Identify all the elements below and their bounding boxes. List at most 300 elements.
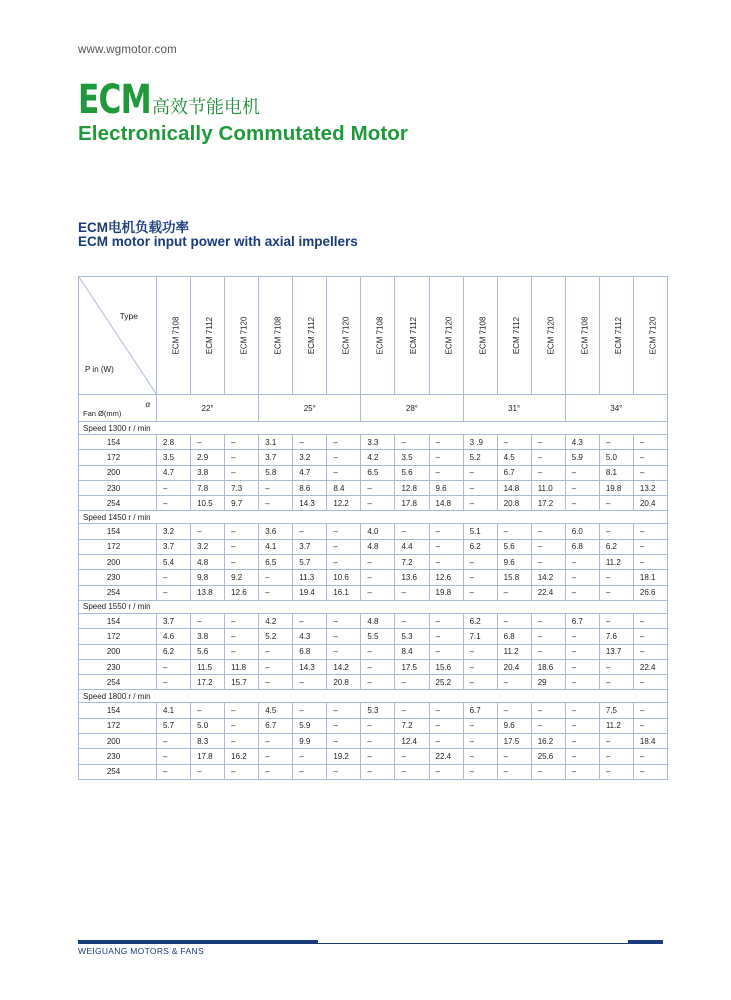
value-cell: – xyxy=(565,644,599,659)
value-cell: – xyxy=(463,480,497,495)
value-cell: – xyxy=(599,435,633,450)
table-row xyxy=(79,749,668,764)
value-cell: – xyxy=(531,465,565,480)
value-cell: – xyxy=(531,703,565,718)
value-cell: 17.8 xyxy=(191,749,225,764)
voltage-cell: 154 xyxy=(79,524,157,539)
value-cell: 17.5 xyxy=(395,659,429,674)
value-cell: 25.6 xyxy=(531,749,565,764)
value-cell: 4.5 xyxy=(259,703,293,718)
table-row xyxy=(79,613,668,628)
value-cell: – xyxy=(463,555,497,570)
value-cell: 4.6 xyxy=(157,629,191,644)
value-cell: – xyxy=(293,435,327,450)
value-cell: – xyxy=(463,764,497,779)
value-cell: – xyxy=(633,465,667,480)
value-cell: 4.2 xyxy=(361,450,395,465)
value-cell: 7.2 xyxy=(395,555,429,570)
page-title: Electronically Commutated Motor xyxy=(78,122,409,145)
value-cell: 12.8 xyxy=(395,480,429,495)
value-cell: – xyxy=(395,703,429,718)
value-cell: – xyxy=(327,539,361,554)
voltage-cell: 154 xyxy=(79,435,157,450)
value-cell: 17.5 xyxy=(497,734,531,749)
value-cell: 4.3 xyxy=(293,629,327,644)
value-cell: 15.7 xyxy=(225,675,259,690)
value-cell: – xyxy=(259,585,293,600)
value-cell: – xyxy=(463,659,497,674)
value-cell: 5.1 xyxy=(463,524,497,539)
value-cell: – xyxy=(327,703,361,718)
value-cell: 4.1 xyxy=(157,703,191,718)
angle-header-row xyxy=(79,395,668,422)
table-row xyxy=(79,629,668,644)
value-cell: – xyxy=(633,539,667,554)
value-cell: – xyxy=(395,613,429,628)
value-cell: – xyxy=(429,450,463,465)
value-cell: – xyxy=(157,570,191,585)
value-cell: 6.5 xyxy=(361,465,395,480)
value-cell: 6.8 xyxy=(565,539,599,554)
value-cell: – xyxy=(565,480,599,495)
angle-header-cell: 22° xyxy=(157,395,259,422)
value-cell: 6.7 xyxy=(463,703,497,718)
model-header-cell xyxy=(497,277,531,395)
value-cell: 7.1 xyxy=(463,629,497,644)
model-label: ECM 7108 xyxy=(477,316,487,355)
value-cell: – xyxy=(327,629,361,644)
value-cell: – xyxy=(327,555,361,570)
value-cell: 5.6 xyxy=(497,539,531,554)
value-cell: – xyxy=(565,749,599,764)
value-cell: 18.6 xyxy=(531,659,565,674)
value-cell: 19.8 xyxy=(599,480,633,495)
value-cell: – xyxy=(191,524,225,539)
value-cell: – xyxy=(225,703,259,718)
value-cell: – xyxy=(633,703,667,718)
table-row xyxy=(79,496,668,511)
speed-row xyxy=(79,511,668,524)
value-cell: 5.9 xyxy=(293,718,327,733)
angle-header-cell: 25° xyxy=(259,395,361,422)
value-cell: – xyxy=(259,480,293,495)
value-cell: – xyxy=(599,613,633,628)
value-cell: 5.6 xyxy=(191,644,225,659)
value-cell: 10.5 xyxy=(191,496,225,511)
voltage-cell: 254 xyxy=(79,764,157,779)
value-cell: – xyxy=(395,675,429,690)
value-cell: 15.8 xyxy=(497,570,531,585)
model-header-cell xyxy=(157,277,191,395)
value-cell: – xyxy=(157,764,191,779)
value-cell: 4.1 xyxy=(259,539,293,554)
value-cell: 5.2 xyxy=(259,629,293,644)
speed-row xyxy=(79,422,668,435)
value-cell: – xyxy=(361,718,395,733)
value-cell: – xyxy=(225,764,259,779)
table-row xyxy=(79,435,668,450)
value-cell: 5.3 xyxy=(395,629,429,644)
value-cell: – xyxy=(327,450,361,465)
value-cell: – xyxy=(633,450,667,465)
value-cell: – xyxy=(259,659,293,674)
value-cell: 4.8 xyxy=(361,539,395,554)
value-cell: 9.6 xyxy=(497,555,531,570)
value-cell: – xyxy=(327,734,361,749)
value-cell: – xyxy=(633,749,667,764)
table-row xyxy=(79,465,668,480)
value-cell: – xyxy=(395,524,429,539)
table-row xyxy=(79,644,668,659)
value-cell: 13.2 xyxy=(633,480,667,495)
value-cell: 2.9 xyxy=(191,450,225,465)
value-cell: – xyxy=(531,764,565,779)
value-cell: 6.7 xyxy=(497,465,531,480)
voltage-cell: 200 xyxy=(79,555,157,570)
value-cell: – xyxy=(633,764,667,779)
value-cell: 3.6 xyxy=(259,524,293,539)
value-cell: 4.7 xyxy=(293,465,327,480)
brand-header xyxy=(78,77,260,123)
value-cell: – xyxy=(497,703,531,718)
value-cell: – xyxy=(429,644,463,659)
website-url: www.wgmotor.com xyxy=(78,44,177,56)
value-cell: – xyxy=(429,734,463,749)
voltage-cell: 230 xyxy=(79,570,157,585)
value-cell: 6.7 xyxy=(259,718,293,733)
value-cell: 12.4 xyxy=(395,734,429,749)
value-cell: – xyxy=(497,435,531,450)
pin-label: P in (W) xyxy=(85,365,114,374)
value-cell: 14.8 xyxy=(429,496,463,511)
table-row xyxy=(79,555,668,570)
value-cell: 4.4 xyxy=(395,539,429,554)
model-header-cell xyxy=(463,277,497,395)
value-cell: 4.2 xyxy=(259,613,293,628)
value-cell: 20.4 xyxy=(497,659,531,674)
value-cell: – xyxy=(429,629,463,644)
value-cell: – xyxy=(599,659,633,674)
value-cell: 11.2 xyxy=(599,555,633,570)
model-label: ECM 7112 xyxy=(613,316,623,355)
value-cell: – xyxy=(293,764,327,779)
value-cell: – xyxy=(259,570,293,585)
value-cell: 7.3 xyxy=(225,480,259,495)
value-cell: – xyxy=(565,718,599,733)
value-cell: – xyxy=(599,749,633,764)
value-cell: – xyxy=(327,435,361,450)
model-header-cell xyxy=(259,277,293,395)
value-cell: 9.6 xyxy=(497,718,531,733)
table-row xyxy=(79,675,668,690)
value-cell: – xyxy=(633,613,667,628)
angle-header-cell: 34° xyxy=(565,395,667,422)
value-cell: – xyxy=(191,703,225,718)
value-cell: – xyxy=(293,703,327,718)
value-cell: 19.8 xyxy=(429,585,463,600)
model-label: ECM 7108 xyxy=(580,316,590,355)
table-row xyxy=(79,764,668,779)
value-cell: 11.2 xyxy=(497,644,531,659)
speed-label: Speed 1450 r / min xyxy=(79,511,668,524)
value-cell: 20.4 xyxy=(633,496,667,511)
model-header-cell xyxy=(531,277,565,395)
model-label: ECM 7120 xyxy=(648,316,658,355)
value-cell: – xyxy=(327,613,361,628)
footer-rule xyxy=(78,943,663,944)
value-cell: – xyxy=(599,675,633,690)
angle-header-cell: 31° xyxy=(463,395,565,422)
value-cell: – xyxy=(633,644,667,659)
value-cell: – xyxy=(463,734,497,749)
value-cell: 5.0 xyxy=(191,718,225,733)
value-cell: – xyxy=(633,435,667,450)
value-cell: 8.4 xyxy=(327,480,361,495)
model-header-cell xyxy=(191,277,225,395)
value-cell: – xyxy=(429,539,463,554)
value-cell: 3.2 xyxy=(157,524,191,539)
value-cell: – xyxy=(429,465,463,480)
value-cell: 16.2 xyxy=(531,734,565,749)
value-cell: 6.2 xyxy=(463,539,497,554)
value-cell: – xyxy=(157,675,191,690)
value-cell: 9.8 xyxy=(191,570,225,585)
value-cell: 3.7 xyxy=(157,539,191,554)
value-cell: 17.2 xyxy=(191,675,225,690)
table-row xyxy=(79,524,668,539)
value-cell: 3.7 xyxy=(259,450,293,465)
model-label: ECM 7120 xyxy=(443,316,453,355)
fan-label: Fan Ø(mm) xyxy=(83,409,122,418)
value-cell: 19.2 xyxy=(327,749,361,764)
value-cell: 3.7 xyxy=(157,613,191,628)
value-cell: – xyxy=(259,764,293,779)
value-cell: 9.6 xyxy=(429,480,463,495)
value-cell: – xyxy=(633,555,667,570)
voltage-cell: 200 xyxy=(79,644,157,659)
value-cell: 5.9 xyxy=(565,450,599,465)
value-cell: 5.6 xyxy=(395,465,429,480)
value-cell: – xyxy=(463,675,497,690)
value-cell: – xyxy=(565,465,599,480)
value-cell: – xyxy=(395,435,429,450)
speed-row xyxy=(79,690,668,703)
value-cell: 6.2 xyxy=(157,644,191,659)
value-cell: – xyxy=(463,585,497,600)
model-label: ECM 7120 xyxy=(239,316,249,355)
value-cell: – xyxy=(565,629,599,644)
value-cell: – xyxy=(497,675,531,690)
model-label: ECM 7112 xyxy=(409,316,419,355)
value-cell: – xyxy=(599,524,633,539)
value-cell: – xyxy=(361,555,395,570)
value-cell: 6.8 xyxy=(497,629,531,644)
value-cell: 18.1 xyxy=(633,570,667,585)
value-cell: 3.2 xyxy=(191,539,225,554)
value-cell: – xyxy=(531,613,565,628)
model-header-cell xyxy=(361,277,395,395)
value-cell: – xyxy=(361,659,395,674)
value-cell: 3.1 xyxy=(259,435,293,450)
value-cell: 3.5 xyxy=(395,450,429,465)
value-cell: – xyxy=(429,718,463,733)
value-cell: 16.1 xyxy=(327,585,361,600)
value-cell: – xyxy=(633,718,667,733)
value-cell: – xyxy=(225,644,259,659)
value-cell: – xyxy=(565,764,599,779)
value-cell: – xyxy=(157,585,191,600)
value-cell: 5.4 xyxy=(157,555,191,570)
value-cell: – xyxy=(225,555,259,570)
value-cell: – xyxy=(531,718,565,733)
value-cell: – xyxy=(531,644,565,659)
value-cell: 6.0 xyxy=(565,524,599,539)
voltage-cell: 172 xyxy=(79,629,157,644)
voltage-cell: 200 xyxy=(79,465,157,480)
value-cell: 10.6 xyxy=(327,570,361,585)
voltage-cell: 230 xyxy=(79,749,157,764)
value-cell: 13.7 xyxy=(599,644,633,659)
value-cell: 4.7 xyxy=(157,465,191,480)
value-cell: 5.3 xyxy=(361,703,395,718)
value-cell: – xyxy=(463,570,497,585)
value-cell: – xyxy=(395,764,429,779)
value-cell: 13.6 xyxy=(395,570,429,585)
value-cell: 4.3 xyxy=(565,435,599,450)
model-label: ECM 7108 xyxy=(171,316,181,355)
table-corner-cell xyxy=(79,277,157,395)
value-cell: 12.2 xyxy=(327,496,361,511)
model-header-cell xyxy=(225,277,259,395)
value-cell: – xyxy=(463,718,497,733)
value-cell: – xyxy=(531,539,565,554)
value-cell: – xyxy=(497,585,531,600)
value-cell: – xyxy=(633,629,667,644)
value-cell: 14.2 xyxy=(531,570,565,585)
value-cell: 6.2 xyxy=(599,539,633,554)
value-cell: – xyxy=(191,764,225,779)
value-cell: 8.6 xyxy=(293,480,327,495)
brand-subtitle-cn: 高效节能电机 xyxy=(152,97,260,117)
value-cell: 7.2 xyxy=(395,718,429,733)
value-cell: – xyxy=(361,480,395,495)
value-cell: – xyxy=(327,524,361,539)
value-cell: – xyxy=(361,675,395,690)
value-cell: 17.8 xyxy=(395,496,429,511)
voltage-cell: 172 xyxy=(79,718,157,733)
value-cell: – xyxy=(191,613,225,628)
value-cell: – xyxy=(463,496,497,511)
model-header-cell xyxy=(565,277,599,395)
value-cell: 3.7 xyxy=(293,539,327,554)
value-cell: – xyxy=(293,675,327,690)
value-cell: – xyxy=(361,585,395,600)
value-cell: – xyxy=(599,764,633,779)
model-label: ECM 7108 xyxy=(273,316,283,355)
value-cell: – xyxy=(225,539,259,554)
value-cell: 19.4 xyxy=(293,585,327,600)
value-cell: – xyxy=(565,570,599,585)
value-cell: – xyxy=(361,764,395,779)
model-header-cell xyxy=(633,277,667,395)
value-cell: 8.3 xyxy=(191,734,225,749)
value-cell: – xyxy=(429,435,463,450)
value-cell: – xyxy=(633,675,667,690)
value-cell: 13.8 xyxy=(191,585,225,600)
value-cell: 11.0 xyxy=(531,480,565,495)
value-cell: – xyxy=(225,629,259,644)
value-cell: – xyxy=(157,734,191,749)
voltage-cell: 200 xyxy=(79,734,157,749)
speed-label: Speed 1550 r / min xyxy=(79,600,668,613)
value-cell: – xyxy=(565,555,599,570)
value-cell: – xyxy=(361,734,395,749)
table-row xyxy=(79,659,668,674)
value-cell: – xyxy=(395,749,429,764)
value-cell: – xyxy=(599,496,633,511)
value-cell: 3.2 xyxy=(293,450,327,465)
value-cell: – xyxy=(225,524,259,539)
value-cell: – xyxy=(293,613,327,628)
value-cell: 6.2 xyxy=(463,613,497,628)
voltage-cell: 172 xyxy=(79,450,157,465)
section-title-cn: ECM电机负载功率 xyxy=(78,220,189,235)
model-label: ECM 7112 xyxy=(511,316,521,355)
value-cell: 15.6 xyxy=(429,659,463,674)
value-cell: – xyxy=(293,524,327,539)
value-cell: – xyxy=(361,749,395,764)
value-cell: 5.0 xyxy=(599,450,633,465)
value-cell: 20.8 xyxy=(497,496,531,511)
table-row xyxy=(79,480,668,495)
value-cell: 11.2 xyxy=(599,718,633,733)
value-cell: 2.8 xyxy=(157,435,191,450)
value-cell: – xyxy=(463,465,497,480)
value-cell: 6.5 xyxy=(259,555,293,570)
value-cell: 22.4 xyxy=(429,749,463,764)
value-cell: 6.8 xyxy=(293,644,327,659)
value-cell: – xyxy=(463,644,497,659)
voltage-cell: 254 xyxy=(79,675,157,690)
value-cell: – xyxy=(395,585,429,600)
value-cell: 5.5 xyxy=(361,629,395,644)
value-cell: – xyxy=(259,675,293,690)
table-row xyxy=(79,703,668,718)
table-row xyxy=(79,718,668,733)
fan-corner-cell xyxy=(79,395,157,422)
model-label: ECM 7120 xyxy=(341,316,351,355)
value-cell: 25.2 xyxy=(429,675,463,690)
value-cell: 11.8 xyxy=(225,659,259,674)
value-cell: – xyxy=(225,435,259,450)
model-header-row xyxy=(79,277,668,395)
value-cell: 6.7 xyxy=(565,613,599,628)
section-title-en: ECM motor input power with axial impellers xyxy=(78,234,358,249)
footer-company: WEIGUANG MOTORS & FANS xyxy=(78,946,204,956)
value-cell: – xyxy=(497,613,531,628)
value-cell: 4.0 xyxy=(361,524,395,539)
value-cell: – xyxy=(531,555,565,570)
value-cell: – xyxy=(225,450,259,465)
value-cell: – xyxy=(429,555,463,570)
voltage-cell: 230 xyxy=(79,480,157,495)
value-cell: 7.8 xyxy=(191,480,225,495)
value-cell: 14.2 xyxy=(327,659,361,674)
angle-header-cell: 28° xyxy=(361,395,463,422)
value-cell: 20.8 xyxy=(327,675,361,690)
value-cell: – xyxy=(327,644,361,659)
value-cell: 8.4 xyxy=(395,644,429,659)
